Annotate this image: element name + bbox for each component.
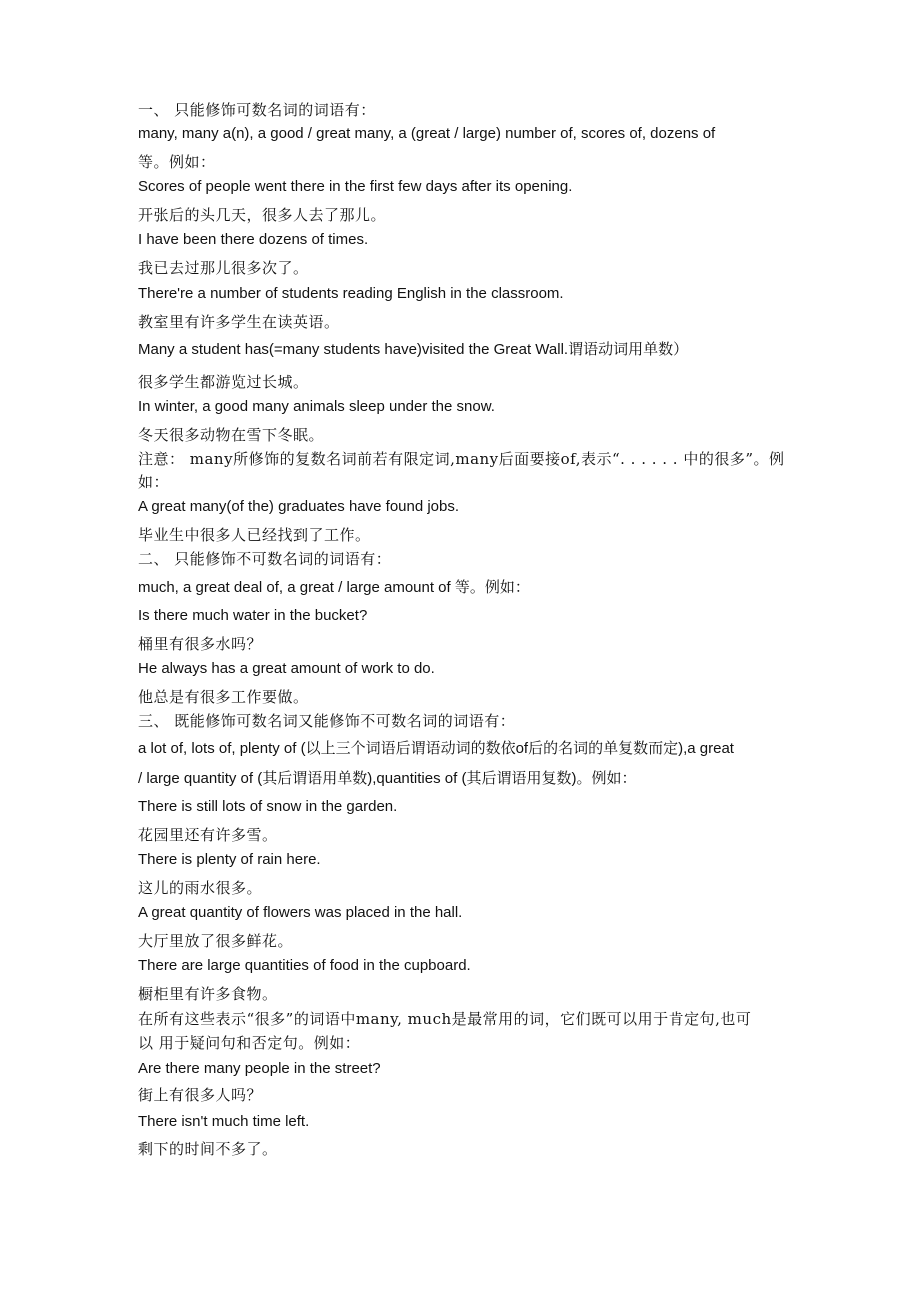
example-translation: 桶里有很多水吗？ (138, 635, 263, 653)
example-sentence: I have been there dozens of times. (138, 231, 369, 248)
example-translation: 这儿的雨水很多。 (138, 879, 263, 897)
example-sentence: There're a number of students reading English in the classroom. (138, 285, 564, 302)
text-line: / large quantity of (其后谓语用单数),quantities of (其后谓语用复数)。例如： (138, 770, 637, 787)
example-translation: 毕业生中很多人已经找到了工作。 (138, 526, 371, 544)
example-sentence: There isn't much time left. (138, 1113, 310, 1130)
text-line: much, a great deal of, a great / large amount of 等。例如： (138, 579, 530, 596)
text-line: a lot of, lots of, plenty of (以上三个词语后谓语动词的数依of后的名词的单复数而定),a great (138, 740, 734, 757)
example-sentence: A great quantity of flowers was placed in the hall. (138, 904, 463, 921)
example-sentence: He always has a great amount of work to do. (138, 660, 435, 677)
example-translation: 街上有很多人吗？ (138, 1086, 263, 1104)
example-translation: 橱柜里有许多食物。 (138, 985, 278, 1003)
example-translation: 花园里还有许多雪。 (138, 826, 278, 844)
summary-text: 以 用于疑问句和否定句。例如： (138, 1034, 361, 1052)
example-translation: 冬天很多动物在雪下冬眠。 (138, 426, 325, 444)
example-translation: 开张后的头几天，很多人去了那儿。 (138, 206, 387, 224)
text-line: many, many a(n), a good / great many, a (great / large) number of, scores of, dozens of (138, 125, 716, 142)
example-sentence: There is still lots of snow in the garden. (138, 798, 398, 815)
example-sentence: There is plenty of rain here. (138, 851, 321, 868)
example-sentence: There are large quantities of food in the cupboard. (138, 957, 471, 974)
example-sentence: Scores of people went there in the first few days after its opening. (138, 178, 573, 195)
example-translation: 教室里有许多学生在读英语。 (138, 313, 340, 331)
example-sentence: In winter, a good many animals sleep under the snow. (138, 398, 495, 415)
example-translation: 剩下的时间不多了。 (138, 1140, 278, 1158)
section-heading-countable: 一、 只能修饰可数名词的词语有： (138, 101, 376, 119)
example-sentence: Many a student has(=many students have)visited the Great Wall.谓语动词用单数） (138, 341, 689, 358)
text-line: 等。例如： (138, 153, 216, 171)
note-text: 如： (138, 473, 170, 491)
note-text: 注意： many所修饰的复数名词前若有限定词,many后面要接of,表示“. . . . . . 中的很多”。例 (138, 450, 785, 468)
example-sentence: A great many(of the) graduates have found jobs. (138, 498, 460, 515)
example-sentence: Are there many people in the street? (138, 1060, 381, 1077)
example-translation: 他总是有很多工作要做。 (138, 688, 309, 706)
example-translation: 我已去过那儿很多次了。 (138, 259, 309, 277)
example-translation: 大厅里放了很多鲜花。 (138, 932, 294, 950)
section-heading-uncountable: 二、 只能修饰不可数名词的词语有： (138, 550, 392, 568)
example-translation: 很多学生都游览过长城。 (138, 373, 309, 391)
summary-text: 在所有这些表示“很多”的词语中many, much是最常用的词，它们既可以用于肯定句,也可 (138, 1010, 752, 1028)
example-sentence: Is there much water in the bucket? (138, 607, 368, 624)
section-heading-both: 三、 既能修饰可数名词又能修饰不可数名词的词语有： (138, 712, 516, 730)
